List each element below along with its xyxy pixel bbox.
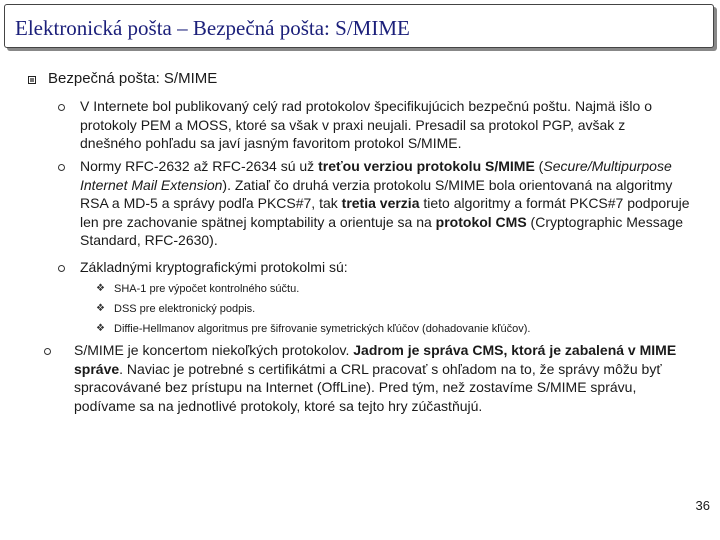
slide-title: Elektronická pošta – Bezpečná pošta: S/MIME <box>15 16 410 40</box>
section-heading: Bezpečná pošta: S/MIME <box>48 70 218 87</box>
circle-bullet-icon <box>44 348 51 355</box>
diamond-bullet-icon: ❖ <box>96 303 105 314</box>
sub-bullet-1: SHA-1 pre výpočet kontrolného súčtu. <box>114 283 300 295</box>
bullet-paragraph-3: Základnými kryptografickými protokolmi sú: <box>80 259 348 275</box>
circle-bullet-icon <box>58 104 65 111</box>
circle-bullet-icon <box>58 164 65 171</box>
bullet-paragraph-4: S/MIME je koncertom niekoľkých protokolov. Jadrom je správa CMS, ktorá je zabalená v MIME správe. Naviac je potrebné s certifikátmi a CRL pracovať s ohľadom na to, že správy môžu byť spracovávané bez prístupu na Internet (OffLine). Pred tým, než zostavíme S/MIME správu, podívame sa na jednotlivé protokoly, ktoré sa tejto hry zúčastňujú. <box>74 342 677 414</box>
title-box <box>4 4 714 48</box>
square-bullet-icon <box>28 76 36 84</box>
bullet-paragraph-1: V Internete bol publikovaný celý rad protokolov špecifikujúcich bezpečnú poštu. Najmä išlo o protokoly PEM a MOSS, ktoré sa však v praxi neujali. Presadil sa protokol PGP, avšak z dnešného pohľadu sa javí jasným favoritom protokol S/MIME. <box>80 98 652 151</box>
sub-bullet-3: Diffie-Hellmanov algoritmus pre šifrovanie symetrických kľúčov (dohadovanie kľúčov). <box>114 323 531 335</box>
bullet-paragraph-2: Normy RFC-2632 až RFC-2634 sú už treťou verziou protokolu S/MIME (Secure/Multipurpose Internet Mail Extension). Zatiaľ čo druhá verzia protokolu S/MIME bola orientovaná na algoritmy RSA a MD-5 a správy podľa PKCS#7, tak tretia verzia tieto algoritmy a formát PKCS#7 podporuje len pre zachovanie spätnej komptability a orientuje sa na protokol CMS (Cryptographic Message Standard, RFC-2630). <box>80 158 690 248</box>
diamond-bullet-icon: ❖ <box>96 283 105 294</box>
sub-bullet-2: DSS pre elektronický podpis. <box>114 303 256 315</box>
page-number: 36 <box>695 498 710 513</box>
circle-bullet-icon <box>58 265 65 272</box>
diamond-bullet-icon: ❖ <box>96 323 105 334</box>
